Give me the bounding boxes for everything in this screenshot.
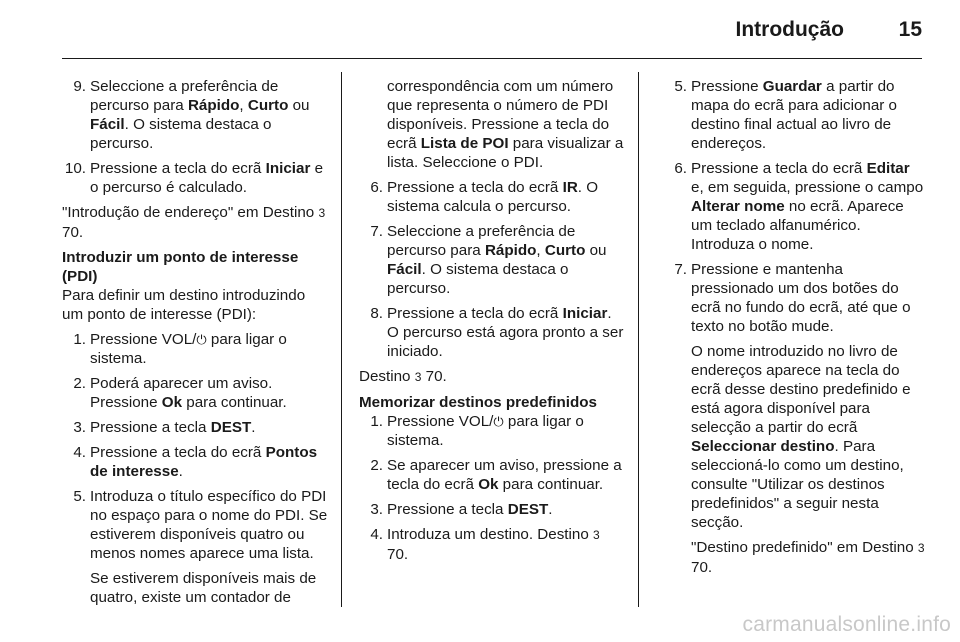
reference-arrow-icon: 3 <box>917 541 925 555</box>
list-text: Pressione Guardar a partir do mapa do ecrã para adicionar o destino final actual ao livro de endereços. <box>691 78 898 152</box>
reference-arrow-icon: 3 <box>318 206 326 220</box>
list-number: 7. <box>674 261 687 278</box>
power-icon: ⏻ <box>196 332 207 347</box>
list-number: 6. <box>370 179 383 196</box>
column-3 <box>663 77 925 583</box>
list-number: 4. <box>73 444 86 461</box>
section-intro: Para definir um destino introduzindo um ponto de interesse (PDI): <box>62 287 306 323</box>
reference-arrow-icon: 3 <box>593 528 600 542</box>
list-number: 5. <box>73 488 86 505</box>
list-text: Pressione a tecla DEST. <box>387 501 553 518</box>
list-item-9 <box>62 77 328 153</box>
list-text: Pressione VOL/⏻ para ligar o sistema. <box>387 413 584 449</box>
list-item-10 <box>62 159 328 197</box>
column-2 <box>359 77 625 570</box>
header-rule <box>62 58 922 59</box>
list-number: 7. <box>370 223 383 240</box>
list-text: Se aparecer um aviso, pressione a tecla do ecrã Ok para continuar. <box>387 457 622 493</box>
list-item-2 <box>359 456 625 494</box>
list-text: Seleccione a preferência de percurso para Rápido, Curto ou Fácil. O sistema destaca o percurso. <box>387 223 607 297</box>
list-item-7 <box>663 260 925 577</box>
list-item-4 <box>62 443 328 481</box>
page-number: 15 <box>898 18 922 41</box>
list-item-4 <box>359 525 625 564</box>
list-text: Introduza o título específico do PDI no espaço para o nome do PDI. Se estiverem disponíveis quatro ou menos nomes aparece uma lista. <box>90 488 328 562</box>
section-heading: Introduzir um ponto de interesse (PDI) <box>62 249 299 285</box>
column-divider-1 <box>341 72 342 607</box>
list-text: Pressione a tecla do ecrã Iniciar. O percurso está agora pronto a ser iniciado. <box>387 305 624 360</box>
list-item-3 <box>62 418 328 437</box>
list-text: Poderá aparecer um aviso. Pressione Ok para continuar. <box>90 375 287 411</box>
list-text: Pressione e mantenha pressionado um dos botões do ecrã no fundo do ecrã, até que o texto no botão mude. <box>691 261 911 335</box>
cross-reference: Destino 3 70. <box>359 368 447 385</box>
list-number: 5. <box>674 78 687 95</box>
list-text: Pressione a tecla do ecrã IR. O sistema calcula o percurso. <box>387 179 599 215</box>
list-text: Pressione a tecla do ecrã Pontos de interesse. <box>90 444 318 480</box>
list-item-1 <box>62 330 328 368</box>
list-item-5 <box>62 487 328 607</box>
list-number: 6. <box>674 160 687 177</box>
column-1 <box>62 77 328 613</box>
power-icon: ⏻ <box>493 414 504 429</box>
list-item-6 <box>663 159 925 254</box>
reference-arrow-icon: 3 <box>414 370 422 384</box>
list-item-1 <box>359 412 625 450</box>
list-number: 9. <box>73 78 86 95</box>
list-text: Introduza um destino. Destino 3 70. <box>387 526 600 563</box>
list-number: 3. <box>73 419 86 436</box>
list-number: 2. <box>73 375 86 392</box>
list-number: 2. <box>370 457 383 474</box>
list-number: 1. <box>73 331 86 348</box>
list-text: Pressione VOL/⏻ para ligar o sistema. <box>90 331 287 367</box>
list-text: Pressione a tecla DEST. <box>90 419 256 436</box>
list-text: O nome introduzido no livro de endereços aparece na tecla do ecrã desse destino predefinido e está agora disponível para selecção a partir do ecrã Seleccionar destino. Para seleccioná-lo como um destino, consulte "Utilizar os destinos predefinidos" a seguir nesta secção. <box>691 343 911 531</box>
header-title: Introdução <box>735 18 844 41</box>
section-heading: Memorizar destinos predefinidos <box>359 394 597 411</box>
list-text: Se estiverem disponíveis mais de quatro, existe um contador de <box>90 570 317 606</box>
list-text: Pressione a tecla do ecrã Iniciar e o percurso é calculado. <box>90 160 324 196</box>
list-number: 8. <box>370 305 383 322</box>
column-divider-2 <box>638 72 639 607</box>
cross-reference: "Destino predefinido" em Destino 3 70. <box>691 539 925 576</box>
cross-reference: "Introdução de endereço" em Destino 3 70. <box>62 204 326 241</box>
list-number: 10. <box>64 160 86 177</box>
list-item-2 <box>62 374 328 412</box>
list-item-5-continued <box>359 77 625 172</box>
list-text: Pressione a tecla do ecrã Editar e, em seguida, pressione o campo Alterar nome no ecrã. Aparece um teclado alfanumérico. Introduza o nome. <box>691 160 924 253</box>
watermark: carmanualsonline.info <box>742 613 951 636</box>
list-number: 3. <box>370 501 383 518</box>
list-number: 4. <box>370 526 383 543</box>
list-item-8 <box>359 304 625 361</box>
list-item-3 <box>359 500 625 519</box>
list-text: correspondência com um número que representa o número de PDI disponíveis. Pressione a tecla do ecrã Lista de POI para visualizar a lista. Seleccione o PDI. <box>387 78 624 171</box>
list-item-7 <box>359 222 625 298</box>
list-number: 1. <box>370 413 383 430</box>
list-text: Seleccione a preferência de percurso para Rápido, Curto ou Fácil. O sistema destaca o percurso. <box>90 78 310 152</box>
list-item-6 <box>359 178 625 216</box>
list-item-5 <box>663 77 925 153</box>
